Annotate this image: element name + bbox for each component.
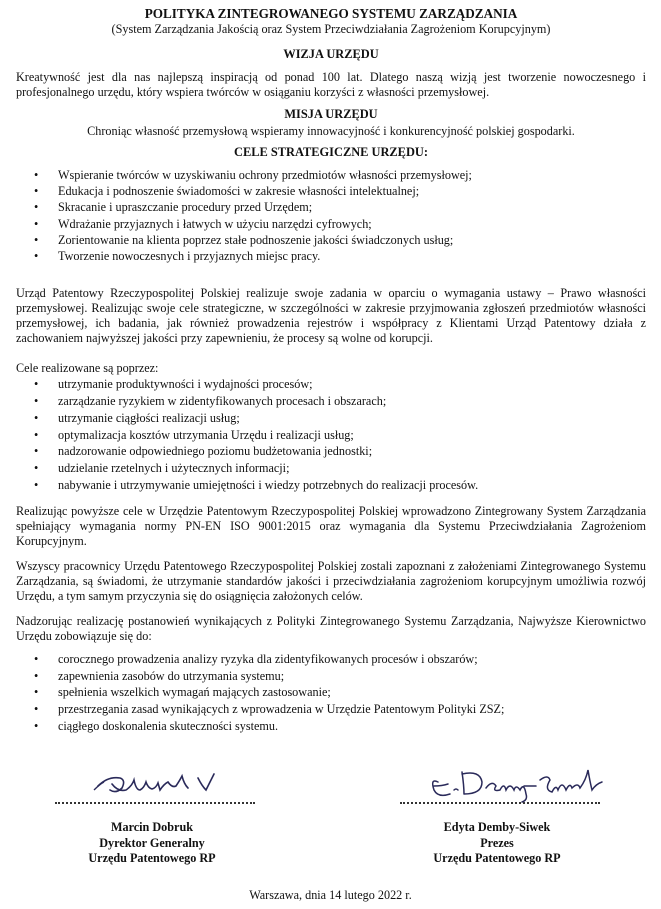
policy-document (16, 6, 646, 735)
commitments-intro: Nadzorując realizację postanowień wynikających z Polityki Zintegrowanego Systemu Zarządzania, Najwyższe Kierownictwo Urzędu zobowiązuje się do: (16, 613, 646, 643)
mission-text: Chroniąc własność przemysłową wspieramy innowacyjność i konkurencyjność polskiej gospodarki. (87, 124, 575, 138)
paragraph-staff: Wszyscy pracownicy Urzędu Patentowego Rzeczypospolitej Polskiej zostali zapoznani z założeniami Zintegrowanego Systemu Zarządzania, są świadomi, że utrzymanie standardów jakości i przeciwdziałania zagrożeniom korupcyjnym umożliwia rozwój Urzędu, a tym samym przyczynia się do osiągnięcia założonych celów. (16, 558, 646, 603)
list-item: • Wspieranie twórców w uzyskiwaniu ochrony przedmiotów własności przemysłowej; (16, 167, 646, 183)
realization-list (16, 376, 646, 494)
paragraph-iso: Realizując powyższe cele w Urzędzie Patentowym Rzeczypospolitej Polskiej wprowadzono Zintegrowany System Zarządzania spełniający wymagania normy PN-EN ISO 9001:2015 oraz wymagania dla Systemu Przeciwdziałania Zagrożeniom Korupcyjnym. (16, 503, 646, 548)
commitments-list (16, 651, 646, 735)
list-item: • ciągłego doskonalenia skuteczności systemu. (16, 718, 646, 735)
vision-text: Kreatywność jest dla nas najlepszą inspiracją od ponad 100 lat. Dlatego naszą wizją jest tworzenie nowoczesnego i profesjonalnego urzędu, który wspiera twórców w osiąganiu korzyści z własności przemysłowej. (16, 70, 646, 99)
list-item: • optymalizacja kosztów utrzymania Urzędu i realizacji usług; (16, 427, 646, 444)
list-item: • Wdrażanie przyjaznych i łatwych w użyciu narzędzi cyfrowych; (16, 216, 646, 232)
list-item: • nadzorowanie odpowiedniego poziomu budżetowania jednostki; (16, 443, 646, 460)
mission-heading: MISJA URZĘDU (284, 107, 378, 121)
signatures-section (0, 760, 661, 865)
list-item: • udzielanie rzetelnych i użytecznych informacji; (16, 460, 646, 477)
signatory-name: Marcin Dobruk (110, 820, 194, 834)
strategic-goals-heading: CELE STRATEGICZNE URZĘDU: (234, 145, 428, 159)
list-item: • corocznego prowadzenia analizy ryzyka dla zidentyfikowanych procesów i obszarów; (16, 651, 646, 668)
document-subtitle: (System Zarządzania Jakością oraz System Przeciwdziałania Zagrożeniom Korupcyjnym) (111, 22, 551, 36)
signature-right-image (420, 760, 610, 804)
signatory-org: Urzędu Patentowego RP (88, 851, 216, 865)
list-item: • Tworzenie nowoczesnych i przyjaznych miejsc pracy. (16, 248, 646, 264)
signature-line-left (55, 802, 255, 804)
signatory-role: Dyrektor Generalny (99, 835, 205, 850)
signatory-role: Prezes (480, 835, 514, 850)
list-item: • Edukacja i podnoszenie świadomości w zakresie własności intelektualnej; (16, 183, 646, 199)
signatory-name: Edyta Demby-Siwek (443, 820, 551, 834)
paragraph-tasks: Urząd Patentowy Rzeczypospolitej Polskiej realizuje swoje zadania w oparciu o wymagania ustawy – Prawo własności przemysłowej. Realizując swoje cele strategiczne, w szczególności w zakresie przyjmowania zgłoszeń przedmiotów własności przemysłowej, ich badania, jak również prowadzenia rejestrów i współpracy z Klientami Urząd Patentowy działa z zachowaniem najwyższej jakości przy zapewnieniu, że procesy są wolne od korupcji. (16, 286, 646, 346)
list-item: • Skracanie i upraszczanie procedury przed Urzędem; (16, 199, 646, 215)
list-item: • Zorientowanie na klienta poprzez stałe podnoszenie jakości świadczonych usług; (16, 232, 646, 248)
list-item: • przestrzegania zasad wynikających z wprowadzenia w Urzędzie Patentowym Polityki ZSZ; (16, 701, 646, 718)
list-item: • spełnienia wszelkich wymagań mających zastosowanie; (16, 684, 646, 701)
signatory-right (397, 820, 597, 867)
list-item: • utrzymanie ciągłości realizacji usług; (16, 410, 646, 427)
list-item: • nabywanie i utrzymywanie umiejętności i wiedzy potrzebnych do realizacji procesów. (16, 477, 646, 494)
list-item: • zapewnienia zasobów do utrzymania systemu; (16, 668, 646, 685)
signatory-left (52, 820, 252, 867)
list-item: • zarządzanie ryzykiem w zidentyfikowanych procesach i obszarach; (16, 393, 646, 410)
list-item: • utrzymanie produktywności i wydajności procesów; (16, 376, 646, 393)
signature-line-right (400, 802, 600, 804)
strategic-goals-list (16, 167, 646, 264)
signature-left-image (80, 762, 230, 802)
document-title: POLITYKA ZINTEGROWANEGO SYSTEMU ZARZĄDZANIA (144, 6, 518, 21)
document-date: Warszawa, dnia 14 lutego 2022 r. (249, 888, 412, 902)
realization-intro: Cele realizowane są poprzez: (16, 361, 159, 376)
vision-heading: WIZJA URZĘDU (283, 47, 379, 61)
signatory-org: Urzędu Patentowego RP (433, 851, 561, 865)
